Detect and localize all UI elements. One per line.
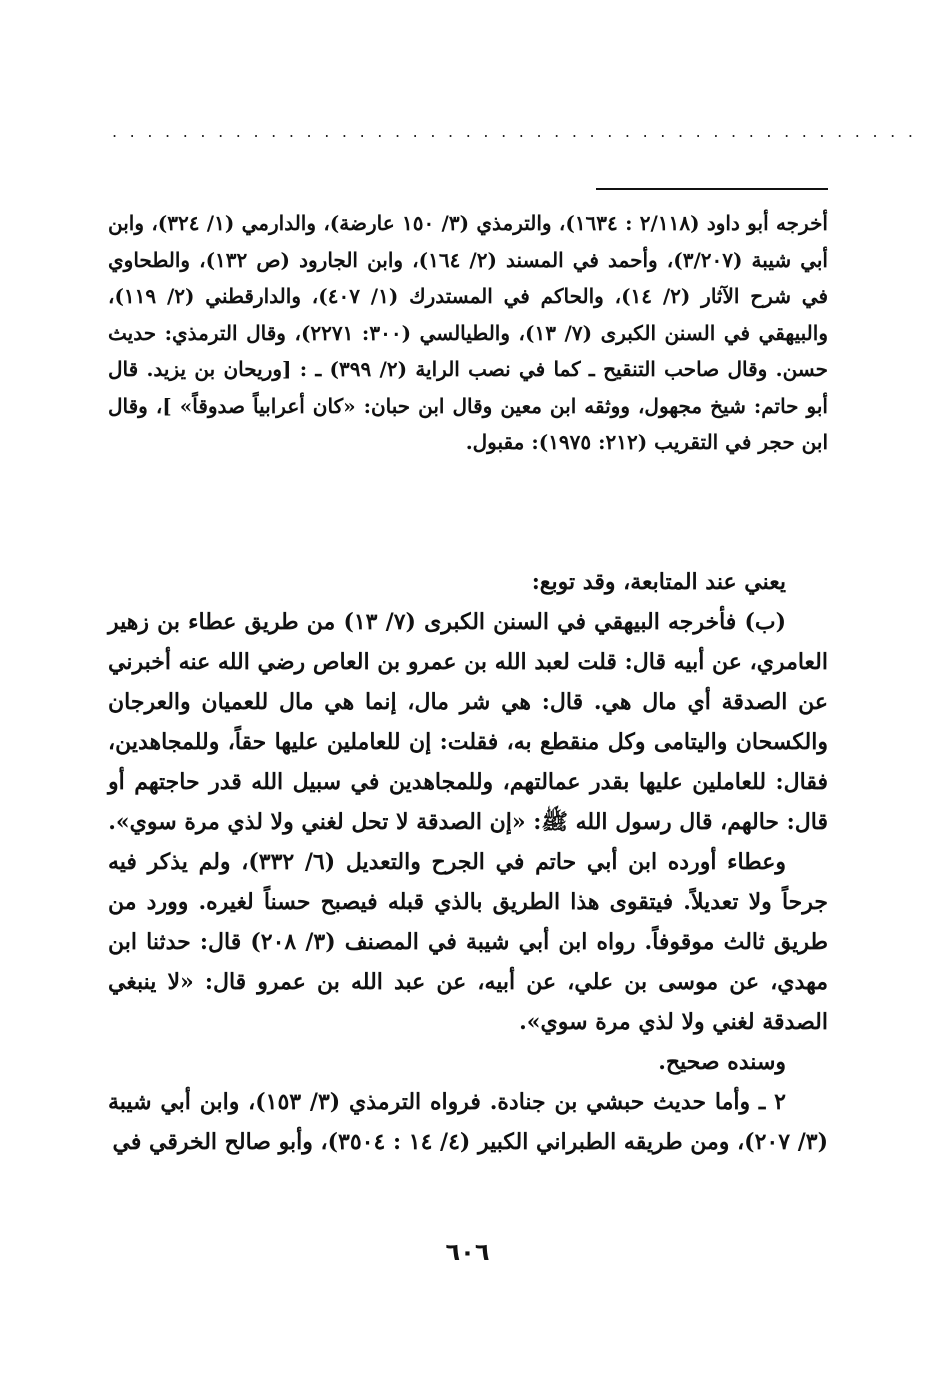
- dotted-separator: ..............................................: [112, 122, 926, 141]
- main-text: [108, 562, 828, 1162]
- paragraph-hubshi: ٢ ـ وأما حديث حبشي بن جنادة. فرواه الترمذي (٣/ ١٥٣)، وابن أبي شيبة (٣/ ٢٠٧)، ومن طريقه الطبراني الكبير (٤/ ١٤ : ٣٥٠٤)، وأبو صالح الخرقي في: [108, 1089, 828, 1155]
- page-number: ٦٠٦: [445, 1238, 490, 1266]
- footnote-paragraph: أخرجه أبو داود (٢/١١٨ : ١٦٣٤)، والترمذي (٣/ ١٥٠ عارضة)، والدارمي (١/ ٣٢٤)، وابن أبي شيبة (٣/٢٠٧)، وأحمد في المسند (٢/ ١٦٤)، وابن الجارود (ص ١٣٢)، والطحاوي في شرح الآثار (٢/ ١٤)، والحاكم في المستدرك (١/ ٤٠٧)، والدارقطني (٢/ ١١٩)، والبيهقي في السنن الكبرى (٧/ ١٣)، والطيالسي (٣٠٠: ٢٢٧١)، وقال الترمذي: حديث حسن. وقال صاحب التنقيح ـ كما في نصب الراية (٢/ ٣٩٩) ـ : [وريحان بن يزيد. قال أبو حاتم: شيخ مجهول، ووثقه ابن معين وقال ابن حبان: «كان أعرابياً صدوقاً» ]، وقال ابن حجر في التقريب (٢١٢: ١٩٧٥): مقبول.: [108, 211, 828, 454]
- paragraph-bayhaqi: (ب) فأخرجه البيهقي في السنن الكبرى (٧/ ١٣) من طريق عطاء بن زهير العامري، عن أبيه قال: قلت لعبد الله بن عمرو بن العاص رضي الله عنه أخبرني عن الصدقة أي مال هي. قال: هي شر مال، إنما هي مال للعميان والعرجان والكسحان واليتامى وكل منقطع به، فقلت: إن للعاملين عليها حقاً، وللمجاهدين، فقال: للعاملين عليها بقدر عمالتهم، وللمجاهدين في سبيل الله قدر حاجتهم أو قال: حالهم، قال رسول الله ﷺ: «إن الصدقة لا تحل لغني ولا لذي مرة سوي».: [108, 609, 828, 835]
- paragraph-follow-up: يعني عند المتابعة، وقد توبع:: [531, 569, 786, 595]
- paragraph-chain-sound: وسنده صحيح.: [658, 1049, 786, 1075]
- paragraph-ata: وعطاء أورده ابن أبي حاتم في الجرح والتعديل (٦/ ٣٣٢)، ولم يذكر فيه جرحاً ولا تعديلاً. فيتقوى هذا الطريق بالذي قبله فيصبح حسناً لغيره. وورد من طريق ثالث موقوفاً. رواه ابن أبي شيبة في المصنف (٣/ ٢٠٨) قال: حدثنا ابن مهدي، عن موسى بن علي، عن أبيه، عن عبد الله بن عمرو قال: «لا ينبغي الصدقة لغني ولا لذي مرة سوي».: [108, 849, 828, 1035]
- footnote-block: [108, 205, 828, 461]
- footnote-rule: [596, 188, 828, 190]
